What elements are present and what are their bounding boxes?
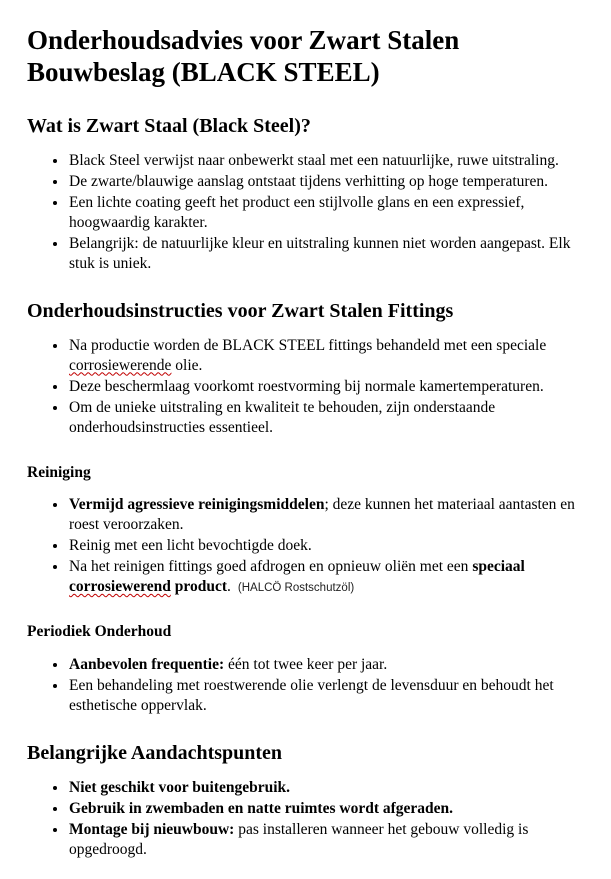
page-title: Onderhoudsadvies voor Zwart Stalen Bouwbeslag (BLACK STEEL) <box>27 25 460 88</box>
list-item: • Deze beschermlaag voorkomt roestvorming bij normale kamertemperaturen. <box>68 377 583 397</box>
section-heading-onderhoudsinstructies: Onderhoudsinstructies voor Zwart Stalen Fittings <box>27 299 454 322</box>
text-run: pas installeren wanneer het gebouw volledig is opgedroogd. <box>69 820 529 858</box>
text-run: speciaal <box>472 558 525 576</box>
list-item <box>68 820 583 860</box>
text-run: Na het reinigen fittings goed afdrogen en opnieuw oliën met een <box>69 558 473 576</box>
text-run: . <box>227 578 231 596</box>
bold-text: Montage bij nieuwbouw: <box>69 820 235 838</box>
list-item: • De zwarte/blauwige aanslag ontstaat tijdens verhitting op hoge temperaturen. <box>68 172 583 192</box>
bold-text: Gebruik in zwembaden en natte ruimtes wordt afgeraden. <box>69 799 454 817</box>
section-heading-aandachtspunten: Belangrijke Aandachtspunten <box>27 741 283 764</box>
bold-text: Aanbevolen frequentie: <box>69 655 225 673</box>
product-note: (HALCÖ Rostschutzöl) <box>237 582 355 595</box>
list-item: • Een behandeling met roestwerende olie verlengt de levensduur en behoudt het esthetische oppervlak. <box>68 676 583 716</box>
list-item <box>68 655 583 675</box>
list-item: • Om de unieke uitstraling en kwaliteit te behouden, zijn onderstaande onderhoudsinstructies essentieel. <box>68 398 583 438</box>
bold-text: Vermijd agressieve reinigingsmiddelen <box>69 496 325 514</box>
list-item: • Belangrijk: de natuurlijke kleur en uitstraling kunnen niet worden aangepast. Elk stuk is uniek. <box>68 234 583 274</box>
intro-bullet-list <box>27 151 583 274</box>
bold-text: Niet geschikt voor buitengebruik. <box>69 778 291 796</box>
cleaning-bullet-list <box>27 495 583 597</box>
periodic-bullet-list <box>27 655 583 716</box>
section-heading-wat-is-zwart-staal: Wat is Zwart Staal (Black Steel)? <box>27 114 311 137</box>
list-item <box>68 778 583 798</box>
list-item: • Reinig met een licht bevochtigde doek. <box>68 536 583 556</box>
list-item: • Een lichte coating geeft het product een stijlvolle glans en een expressief, hoogwaardig karakter. <box>68 193 583 233</box>
misspelled-word: corrosiewerende <box>69 356 172 374</box>
text-run: olie. <box>171 356 203 374</box>
misspelled-word: corrosiewerend <box>69 578 171 596</box>
list-item <box>68 495 583 535</box>
text-run: Na productie worden de BLACK STEEL fittings behandeld met een speciale <box>69 336 547 354</box>
important-bullet-list <box>27 778 583 860</box>
instructions-bullet-list <box>27 336 583 438</box>
text-run: ; deze kunnen het materiaal aantasten en roest veroorzaken. <box>69 496 575 534</box>
subsection-heading-periodiek-onderhoud: Periodiek Onderhoud <box>27 623 172 641</box>
list-item <box>68 336 583 376</box>
text-run: één tot twee keer per jaar. <box>224 655 388 673</box>
text-run: product <box>170 578 228 596</box>
list-item: • Black Steel verwijst naar onbewerkt staal met een natuurlijke, ruwe uitstraling. <box>68 151 583 171</box>
subsection-heading-reiniging: Reiniging <box>27 463 91 481</box>
list-item <box>68 799 583 819</box>
list-item <box>68 557 583 597</box>
